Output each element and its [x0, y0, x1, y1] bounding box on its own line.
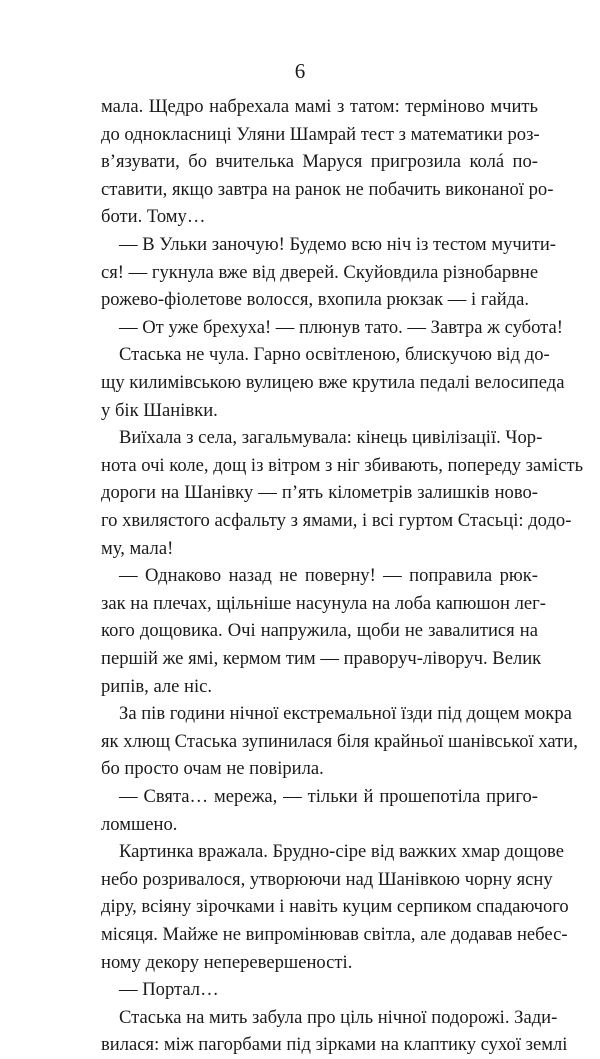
text-line: мала. Щедро набрехала мамі з татом: терміново мчить — [101, 96, 538, 117]
text-line: кого дощовика. Очі напружила, щоби не завалитися на — [101, 620, 538, 642]
text-line: — В Ульки заночую! Будемо всю ніч із тестом мучити- — [119, 234, 556, 255]
text-line: місяця. Майже не випромінював світла, але додавав небес- — [101, 924, 568, 945]
text-line: Стаська на мить забула про ціль нічної подорожі. Зади- — [119, 1006, 558, 1028]
text-line: ся! — гукнула вже від дверей. Скуйовдила різнобарвне — [101, 261, 539, 283]
text-line: першій же ямі, кермом тим — праворуч-ліворуч. Велик — [101, 648, 542, 669]
text-line: дороги на Шанівку — п’ять кілометрів залишків ново- — [101, 482, 538, 504]
text-line: го хвилястого асфальту з ямами, і всі гуртом Стасьці: додо- — [101, 510, 572, 531]
text-line: зак на плечах, щільніше насунула на лоба капюшон лег- — [101, 592, 546, 614]
text-line: — Однаково назад не поверну! — поправила рюк- — [119, 565, 538, 587]
text-line: — Портал… — [119, 979, 219, 1001]
text-line: му, мала! — [101, 537, 174, 559]
text-line: ному декору неперевершеності. — [101, 951, 353, 973]
text-line: — Свята… мережа, — тільки й прошепотіла приго- — [119, 786, 538, 807]
text-line: Стаська не чула. Гарно освітленою, блискучою від до- — [119, 344, 550, 366]
text-line: бо просто очам не повірила. — [101, 758, 324, 780]
text-line: ломшено. — [101, 813, 178, 835]
text-line: діру, всіяну зірочками і навіть куцим серпиком спадаючого — [101, 896, 569, 918]
text-line: в’язувати, бо вчителька Маруся пригрозила колá по- — [101, 151, 538, 173]
text-line: За пів години нічної екстремальної їзди під дощем мокра — [119, 703, 572, 725]
text-line: нота очі коле, дощ із вітром з ніг збивають, попереду замість — [101, 454, 584, 476]
text-line: небо розривалося, утворюючи над Шанівкою чорну ясну — [101, 868, 553, 890]
text-line: у бік Шанівки. — [101, 399, 218, 421]
text-line: до однокласниці Уляни Шамрай тест з математики роз- — [101, 123, 540, 145]
text-line: Виїхала з села, загальмувала: кінець цивілізації. Чор- — [119, 427, 543, 449]
text-line: рипів, але ніс. — [101, 675, 213, 697]
text-line: вилася: між пагорбами під зірками на клаптику сухої землі — [101, 1034, 568, 1056]
text-line: щу килимівською вулицею вже крутила педалі велосипеда — [101, 372, 565, 393]
text-line: — От уже брехуха! — плюнув тато. — Завтра ж субота! — [119, 316, 563, 338]
text-line: Картинка вражала. Брудно-сіре від важких хмар дощове — [119, 841, 564, 863]
text-line: ставити, якщо завтра на ранок не побачить виконаної ро- — [101, 178, 554, 200]
text-line: боти. Тому… — [101, 206, 206, 228]
text-line: як хлющ Стаська зупинилася біля крайньої шанівської хати, — [101, 730, 578, 752]
text-line: рожево-фіолетове волосся, вхопила рюкзак — і гайда. — [101, 289, 530, 311]
page-number: 6 — [294, 59, 306, 83]
